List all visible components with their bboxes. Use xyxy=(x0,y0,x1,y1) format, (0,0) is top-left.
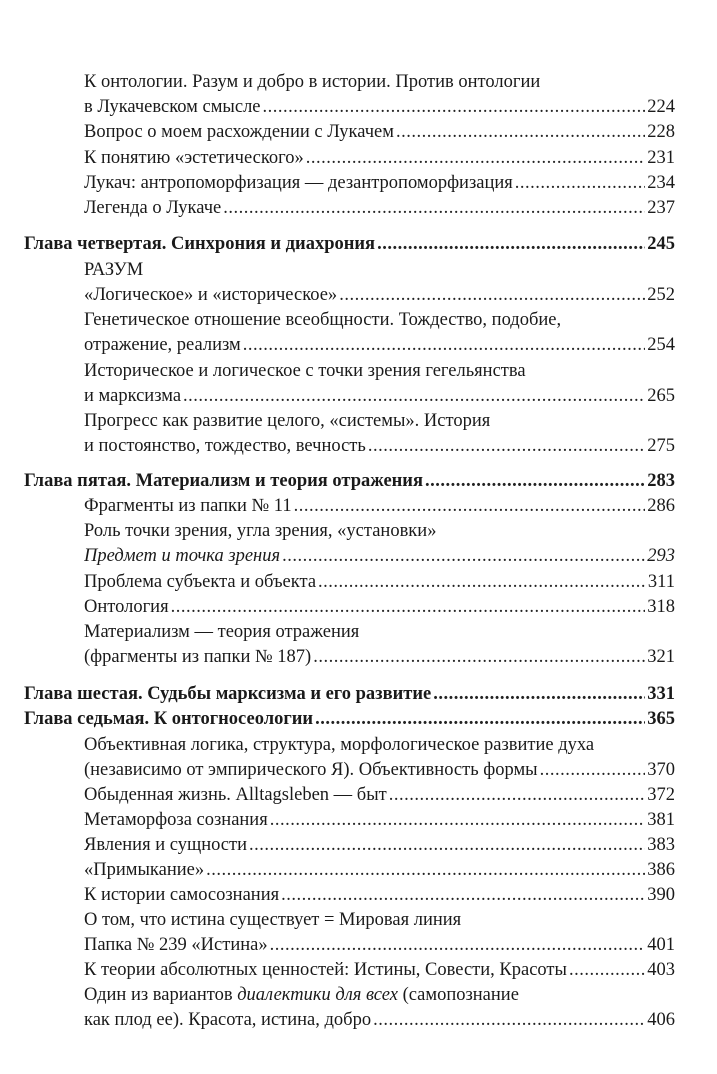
page-number: 390 xyxy=(647,885,675,905)
toc-title: Материализм — теория отражения xyxy=(84,622,360,642)
page-number: 293 xyxy=(647,546,675,566)
page-number: 237 xyxy=(647,198,675,218)
page-number: 231 xyxy=(647,148,675,168)
page-number: 365 xyxy=(647,709,675,729)
toc-entry-line xyxy=(84,783,675,807)
toc-entry-line xyxy=(84,120,675,144)
toc-entry-line xyxy=(84,858,675,882)
page-number: 286 xyxy=(647,496,675,516)
page-number: 318 xyxy=(647,597,675,617)
page-number: 370 xyxy=(647,760,675,780)
toc-entry-line xyxy=(84,196,675,220)
toc-entry-line xyxy=(84,570,675,594)
dot-leader xyxy=(243,333,646,357)
page-number: 383 xyxy=(647,835,675,855)
toc-entry-line xyxy=(84,645,675,669)
dot-leader xyxy=(282,544,645,568)
page-number: 311 xyxy=(647,572,675,592)
toc-title: Прогресс как развитие целого, «системы». История xyxy=(84,411,491,431)
page-number: 406 xyxy=(647,1010,675,1030)
dot-leader xyxy=(313,645,645,669)
toc-entry-line xyxy=(84,409,675,433)
dot-leader xyxy=(433,682,645,706)
dot-leader xyxy=(281,883,645,907)
toc-title: Онтология xyxy=(84,597,169,617)
toc-entry-line xyxy=(84,733,675,757)
page-number: 283 xyxy=(647,471,675,491)
dot-leader xyxy=(249,833,645,857)
toc-entry-line xyxy=(84,283,675,307)
toc-entry-line xyxy=(84,519,675,543)
dot-leader xyxy=(569,958,645,982)
toc-title-part: (самопознание xyxy=(397,985,519,1005)
toc-entry-line xyxy=(84,908,675,932)
toc-entry-line xyxy=(84,359,675,383)
page-number: 245 xyxy=(647,234,675,254)
page-number: 275 xyxy=(647,436,675,456)
toc-title: отражение, реализм xyxy=(84,335,241,355)
toc-title: К понятию «эстетического» xyxy=(84,148,304,168)
dot-leader xyxy=(318,570,646,594)
toc-entry-line xyxy=(84,434,675,458)
toc-title: в Лукачевском смысле xyxy=(84,97,261,117)
page-number: 265 xyxy=(647,386,675,406)
toc-title: Глава четвертая. Синхрония и диахрония xyxy=(24,234,376,254)
toc-title: Папка № 239 «Истина» xyxy=(84,935,268,955)
toc-title: О том, что истина существует = Мировая линия xyxy=(84,910,462,930)
dot-leader xyxy=(389,783,646,807)
toc-entry-line xyxy=(84,933,675,957)
toc-entry-line xyxy=(84,1008,675,1032)
dot-leader xyxy=(368,434,645,458)
toc-title-emphasis: диалектики для всех xyxy=(237,985,398,1005)
dot-leader xyxy=(315,707,645,731)
toc-title: как плод ее). Красота, истина, добро xyxy=(84,1010,372,1030)
toc-title: Проблема субъекта и объекта xyxy=(84,572,317,592)
toc-title: РАЗУМ xyxy=(84,260,144,280)
dot-leader xyxy=(183,384,645,408)
toc-title: К теории абсолютных ценностей: Истины, Совести, Красоты xyxy=(84,960,567,980)
toc-entry-line xyxy=(84,883,675,907)
page-number: 401 xyxy=(647,935,675,955)
dot-leader xyxy=(263,95,646,119)
toc-title: Лукач: антропоморфизация — дезантропоморфизация xyxy=(84,173,513,193)
toc-title: Роль точки зрения, угла зрения, «установки» xyxy=(84,521,437,541)
toc-title: «Примыкание» xyxy=(84,860,205,880)
toc-entry-line xyxy=(84,833,675,857)
toc-title: Вопрос о моем расхождении с Лукачем xyxy=(84,122,394,142)
toc-title: и марксизма xyxy=(84,386,182,406)
toc-title: Глава седьмая. К онтогносеологии xyxy=(24,709,314,729)
page-number: 331 xyxy=(647,684,675,704)
dot-leader xyxy=(206,858,645,882)
toc-entry-line xyxy=(84,983,675,1007)
dot-leader xyxy=(339,283,645,307)
page-number: 403 xyxy=(647,960,675,980)
page-number: 386 xyxy=(647,860,675,880)
toc-title: Глава пятая. Материализм и теория отражения xyxy=(24,471,423,491)
dot-leader xyxy=(540,758,646,782)
toc-entry-line xyxy=(84,146,675,170)
toc-entry-line xyxy=(84,758,675,782)
dot-leader xyxy=(396,120,645,144)
toc-title: Историческое и логическое с точки зрения гегельянства xyxy=(84,361,526,381)
page-number: 252 xyxy=(647,285,675,305)
dot-leader xyxy=(377,232,645,256)
toc-title: К истории самосознания xyxy=(84,885,280,905)
page-number: 224 xyxy=(647,97,675,117)
toc-title: Предмет и точка зрения xyxy=(84,546,281,566)
dot-leader xyxy=(171,595,646,619)
toc-entry-line xyxy=(84,95,675,119)
dot-leader xyxy=(373,1008,645,1032)
toc-title: (фрагменты из папки № 187) xyxy=(84,647,312,667)
toc-title: (независимо от эмпирического Я). Объективность формы xyxy=(84,760,538,780)
toc-title: и постоянство, тождество, вечность xyxy=(84,436,366,456)
toc-title: «Логическое» и «историческое» xyxy=(84,285,338,305)
dot-leader xyxy=(425,469,645,493)
toc-title: Явления и сущности xyxy=(84,835,248,855)
toc-title: Легенда о Лукаче xyxy=(84,198,222,218)
page-number: 372 xyxy=(647,785,675,805)
toc-entry-line xyxy=(84,620,675,644)
toc-entry-line xyxy=(84,808,675,832)
toc-entry-line xyxy=(84,70,675,94)
toc-entry-line xyxy=(84,384,675,408)
toc-chapter-line xyxy=(24,707,675,731)
toc-entry-line xyxy=(84,544,675,568)
toc-entry-line xyxy=(84,308,675,332)
toc-title: Глава шестая. Судьбы марксизма и его развитие xyxy=(24,684,432,704)
toc-title: Генетическое отношение всеобщности. Тождество, подобие, xyxy=(84,310,562,330)
page-number: 321 xyxy=(647,647,675,667)
page-number: 228 xyxy=(647,122,675,142)
dot-leader xyxy=(294,494,646,518)
toc-title: Объективная логика, структура, морфологическое развитие духа xyxy=(84,735,595,755)
dot-leader xyxy=(306,146,645,170)
toc-chapter-line xyxy=(24,469,675,493)
toc-chapter-line xyxy=(24,232,675,256)
page-number: 254 xyxy=(647,335,675,355)
toc-title: К онтологии. Разум и добро в истории. Против онтологии xyxy=(84,72,541,92)
dot-leader xyxy=(223,196,645,220)
page-number: 234 xyxy=(647,173,675,193)
toc-title: Метаморфоза сознания xyxy=(84,810,268,830)
toc-entry-line xyxy=(84,595,675,619)
dot-leader xyxy=(270,933,646,957)
toc-entry-line xyxy=(84,258,675,282)
toc-title xyxy=(84,985,519,1005)
toc-entry-line xyxy=(84,333,675,357)
toc-entry-line xyxy=(84,494,675,518)
dot-leader xyxy=(270,808,646,832)
page-number: 381 xyxy=(647,810,675,830)
toc-title: Фрагменты из папки № 11 xyxy=(84,496,292,516)
toc-chapter-line xyxy=(24,682,675,706)
toc-entry-line xyxy=(84,958,675,982)
toc-title-part: Один из вариантов xyxy=(84,985,238,1005)
toc-entry-line xyxy=(84,171,675,195)
dot-leader xyxy=(515,171,645,195)
toc-title: Обыденная жизнь. Alltagsleben — быт xyxy=(84,785,387,805)
